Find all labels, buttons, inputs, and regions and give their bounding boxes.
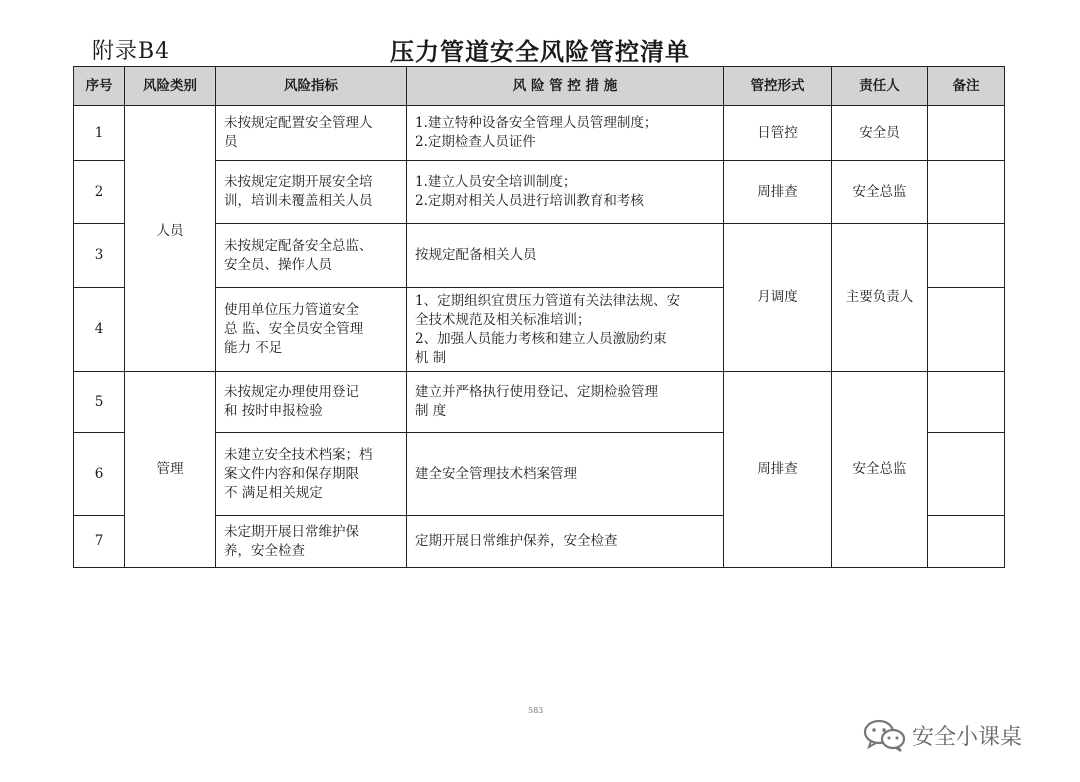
watermark [862, 718, 1022, 752]
appendix-label: 附录B4 [92, 39, 171, 64]
control-measures: 1.建立人员安全培训制度； 2.定期对相关人员进行培训教育和考核 [407, 161, 724, 224]
control-form: 月调度 [724, 224, 832, 372]
row-no: 7 [74, 516, 125, 568]
table-header-row [74, 67, 1005, 106]
remark-cell [928, 161, 1005, 224]
control-measures: 定期开展日常维护保养，安全检查 [407, 516, 724, 568]
row-no: 6 [74, 433, 125, 516]
risk-indicator: 未按规定定期开展安全培 训，培训未覆盖相关人员 [216, 161, 407, 224]
control-form: 周排查 [724, 372, 832, 568]
responsible-person: 主要负责人 [832, 224, 928, 372]
row-no: 2 [74, 161, 125, 224]
risk-indicator: 未定期开展日常维护保 养，安全检查 [216, 516, 407, 568]
control-measures: 建立并严格执行使用登记、定期检验管理 制 度 [407, 372, 724, 433]
remark-cell [928, 516, 1005, 568]
page-number: 583 [528, 706, 544, 715]
control-form: 周排查 [724, 161, 832, 224]
risk-indicator: 未按规定办理使用登记 和 按时申报检验 [216, 372, 407, 433]
remark-cell [928, 224, 1005, 288]
remark-cell [928, 106, 1005, 161]
remark-cell [928, 372, 1005, 433]
header-measures: 风 险 管 控 措 施 [407, 67, 724, 106]
responsible-person: 安全总监 [832, 372, 928, 568]
row-no: 1 [74, 106, 125, 161]
row-no: 5 [74, 372, 125, 433]
header-no: 序号 [74, 67, 125, 106]
control-form: 日管控 [724, 106, 832, 161]
risk-indicator: 使用单位压力管道安全 总 监、安全员安全管理 能力 不足 [216, 288, 407, 372]
table-row [74, 372, 1005, 433]
control-measures: 1、定期组织宜贯压力管道有关法律法规、安 全技术规范及相关标准培训； 2、加强人员能力考核和建立人员激励约束 机 制 [407, 288, 724, 372]
risk-indicator: 未按规定配置安全管理人 员 [216, 106, 407, 161]
row-no: 4 [74, 288, 125, 372]
header-remark: 备注 [928, 67, 1005, 106]
control-measures: 按规定配备相关人员 [407, 224, 724, 288]
header-indicator: 风险指标 [216, 67, 407, 106]
table-row [74, 106, 1005, 161]
watermark-text: 安全小课桌 [912, 724, 1023, 750]
category-management: 管理 [125, 372, 216, 568]
risk-indicator: 未按规定配备安全总监、 安全员、操作人员 [216, 224, 407, 288]
header-category: 风险类别 [125, 67, 216, 106]
risk-control-table [73, 66, 1005, 568]
category-personnel: 人员 [125, 106, 216, 372]
responsible-person: 安全员 [832, 106, 928, 161]
risk-indicator: 未建立安全技术档案；档 案文件内容和保存期限 不 满足相关规定 [216, 433, 407, 516]
remark-cell [928, 288, 1005, 372]
header-form: 管控形式 [724, 67, 832, 106]
control-measures: 建全安全管理技术档案管理 [407, 433, 724, 516]
row-no: 3 [74, 224, 125, 288]
responsible-person: 安全总监 [832, 161, 928, 224]
remark-cell [928, 433, 1005, 516]
wechat-icon [862, 718, 908, 752]
document-title: 压力管道安全风险管控清单 [390, 38, 690, 66]
control-measures: 1.建立特种设备安全管理人员管理制度； 2.定期检查人员证件 [407, 106, 724, 161]
header-person: 责任人 [832, 67, 928, 106]
